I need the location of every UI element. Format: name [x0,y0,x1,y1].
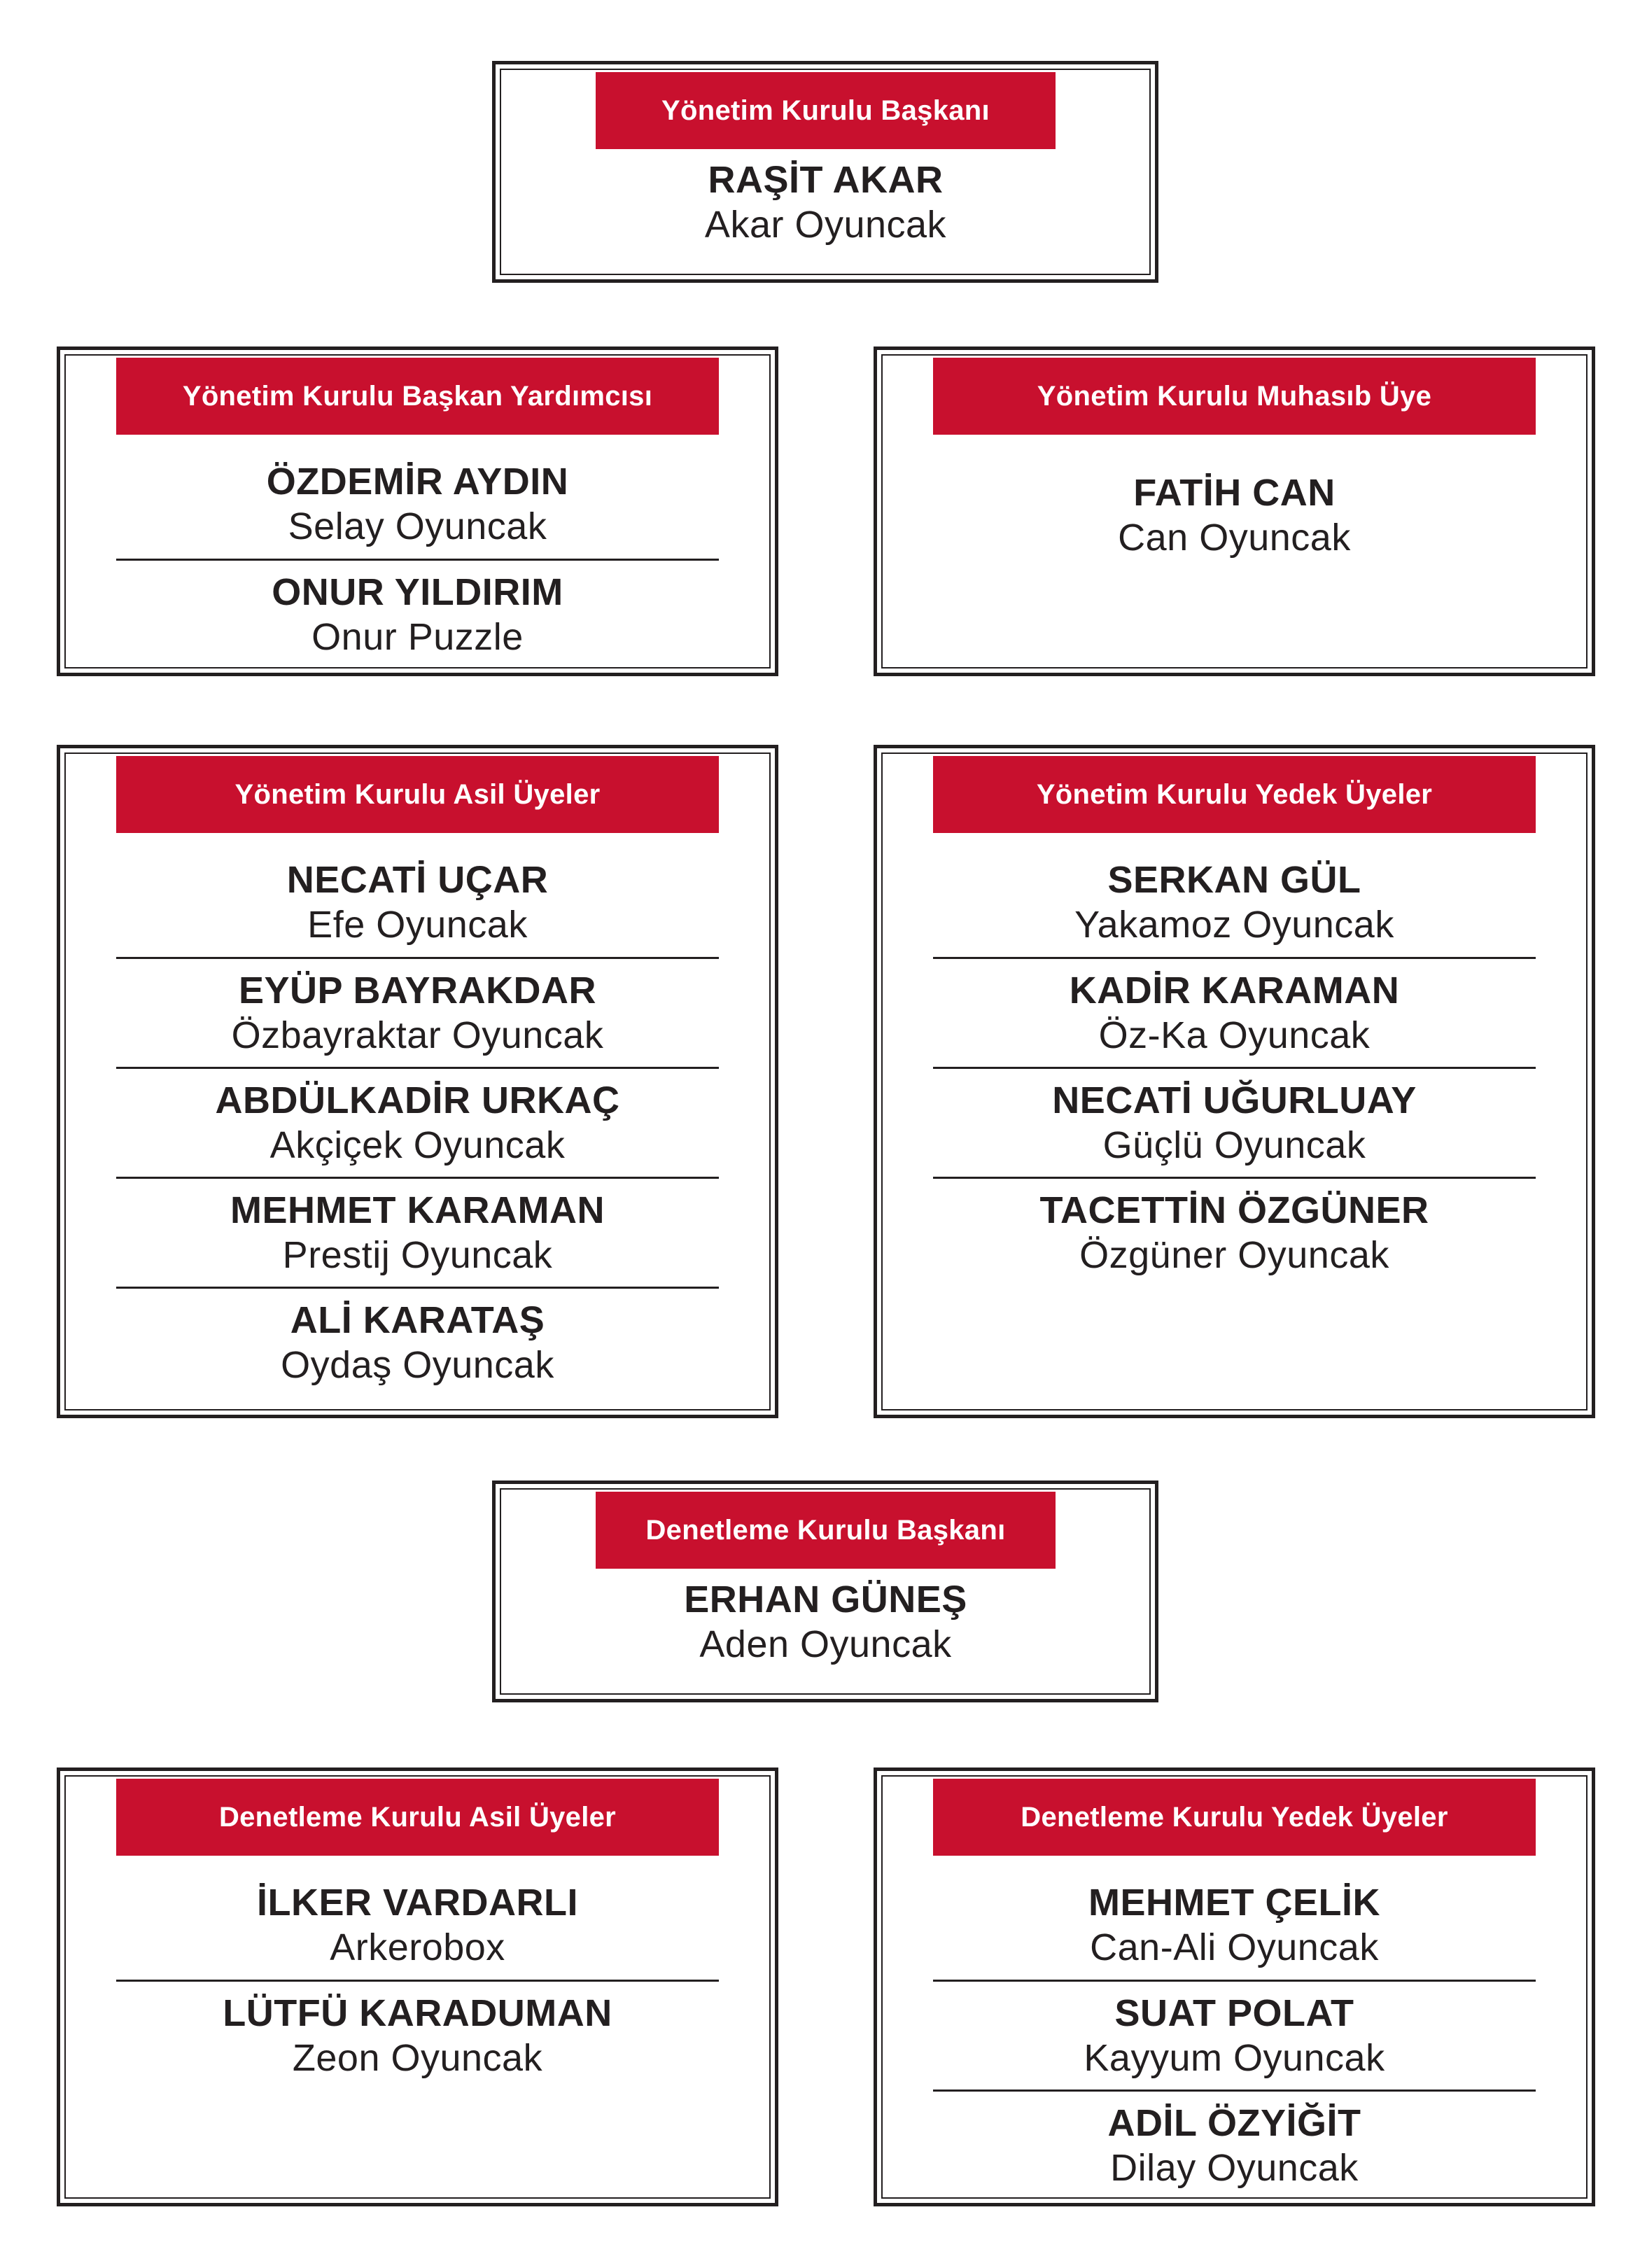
board-substitute-members-card [874,745,1595,1418]
vice-chair-title-banner: Yönetim Kurulu Başkan Yardımcısı [116,358,719,435]
member-entry [116,847,719,957]
audit-main-title-banner: Denetleme Kurulu Asil Üyeler [116,1779,719,1856]
chair-title-banner: Yönetim Kurulu Başkanı [596,72,1056,149]
member-entry [116,1980,719,2090]
member-company: Prestij Oyuncak [282,1234,553,1276]
audit-substitute-member-list [933,1870,1536,2199]
member-entry [933,1870,1536,1980]
member-company: Efe Oyuncak [307,903,528,946]
audit-main-members-card [57,1768,778,2206]
member-company: Kayyum Oyuncak [1084,2037,1385,2079]
member-name: SERKAN GÜL [1107,858,1361,901]
member-name: NECATİ UÇAR [286,858,549,901]
audit-chair-card [492,1480,1158,1702]
member-name: TACETTİN ÖZGÜNER [1039,1189,1429,1231]
vice-chair-member-list [116,449,719,668]
member-name: LÜTFÜ KARADUMAN [223,1992,612,2034]
member-name: MEHMET ÇELİK [1088,1881,1380,1924]
audit-substitute-members-card [874,1768,1595,2206]
member-name: SUAT POLAT [1114,1992,1354,2034]
member-company: Aden Oyuncak [699,1623,952,1665]
member-name: RAŞİT AKAR [708,159,944,201]
accountant-member-list [933,460,1536,570]
member-company: Akçiçek Oyuncak [269,1124,566,1166]
member-entry [933,847,1536,957]
audit-main-member-list [116,1870,719,2090]
member-name: ÖZDEMİR AYDIN [266,460,569,503]
member-company: Dilay Oyuncak [1110,2147,1359,2189]
member-name: ALİ KARATAŞ [290,1299,545,1341]
member-company: Onur Puzzle [311,616,524,658]
member-company: Güçlü Oyuncak [1102,1124,1366,1166]
member-name: İLKER VARDARLI [257,1881,578,1924]
vice-chair-card [57,346,778,676]
member-entry [596,1569,1056,1674]
board-main-members-card [57,745,778,1418]
member-company: Zeon Oyuncak [292,2037,543,2079]
member-company: Oydaş Oyuncak [281,1344,554,1386]
member-company: Özbayraktar Oyuncak [231,1014,604,1056]
board-main-title-banner: Yönetim Kurulu Asil Üyeler [116,756,719,833]
member-entry [933,957,1536,1067]
member-entry [116,957,719,1067]
audit-chair-member-list [596,1569,1056,1674]
member-name: ERHAN GÜNEŞ [684,1578,967,1620]
chair-member-list [596,150,1056,255]
member-entry [933,1980,1536,2090]
member-entry [596,150,1056,255]
audit-substitute-title-banner: Denetleme Kurulu Yedek Üyeler [933,1779,1536,1856]
member-name: KADİR KARAMAN [1069,969,1400,1011]
board-substitute-title-banner: Yönetim Kurulu Yedek Üyeler [933,756,1536,833]
member-entry [116,1067,719,1177]
member-name: NECATİ UĞURLUAY [1052,1079,1417,1121]
chair-card [492,61,1158,283]
member-company: Can Oyuncak [1118,516,1351,559]
member-name: ONUR YILDIRIM [272,571,563,613]
member-entry [116,449,719,559]
member-name: ADİL ÖZYİĞİT [1107,2102,1361,2144]
member-name: FATİH CAN [1133,471,1336,514]
member-entry [116,1870,719,1980]
member-company: Can-Ali Oyuncak [1090,1926,1379,1968]
member-name: EYÜP BAYRAKDAR [238,969,597,1011]
accountant-title-banner: Yönetim Kurulu Muhasıb Üye [933,358,1536,435]
board-main-member-list [116,847,719,1396]
member-name: ABDÜLKADİR URKAÇ [215,1079,620,1121]
member-company: Özgüner Oyuncak [1079,1234,1389,1276]
member-company: Arkerobox [330,1926,505,1968]
member-company: Akar Oyuncak [704,204,947,246]
member-entry [933,2090,1536,2199]
member-name: MEHMET KARAMAN [230,1189,605,1231]
member-company: Yakamoz Oyuncak [1074,903,1394,946]
audit-chair-title-banner: Denetleme Kurulu Başkanı [596,1492,1056,1569]
member-entry [933,460,1536,570]
member-entry [116,559,719,668]
accountant-card [874,346,1595,676]
board-substitute-member-list [933,847,1536,1287]
member-company: Öz-Ka Oyuncak [1098,1014,1371,1056]
member-company: Selay Oyuncak [288,505,547,547]
member-entry [933,1177,1536,1287]
member-entry [933,1067,1536,1177]
member-entry [116,1287,719,1396]
member-entry [116,1177,719,1287]
